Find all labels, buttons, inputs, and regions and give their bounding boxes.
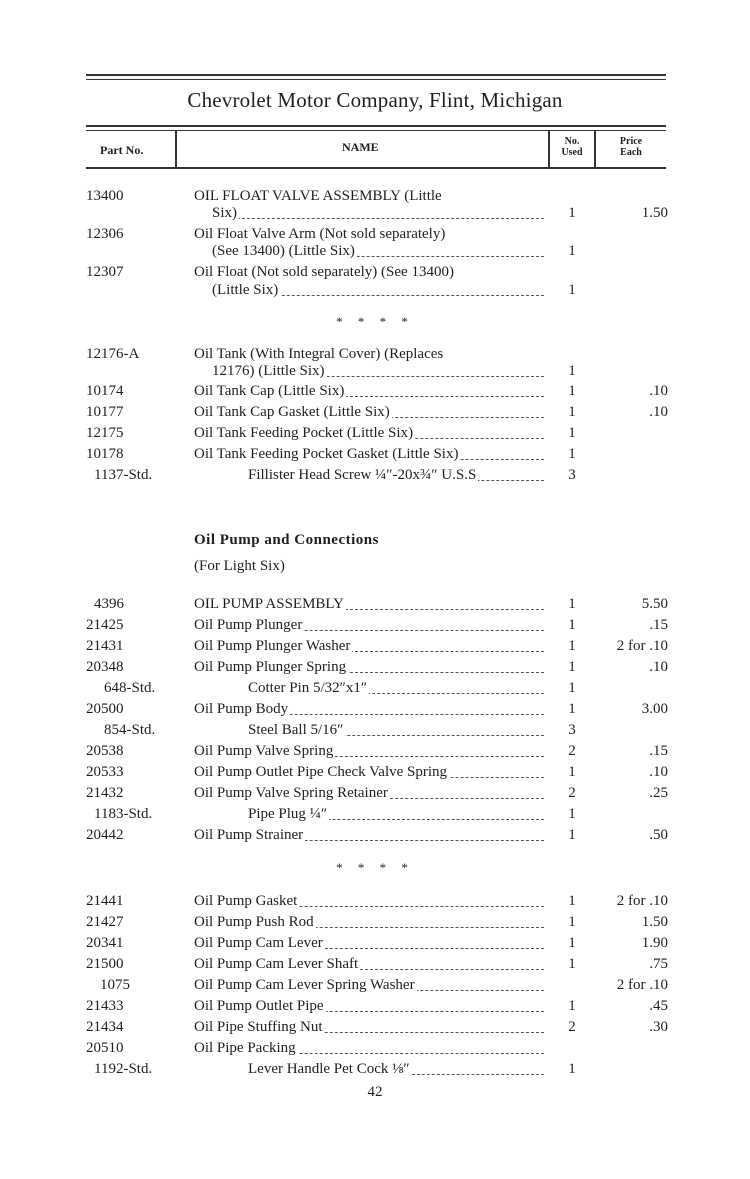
price-each: .15 xyxy=(649,617,668,633)
price-each: .10 xyxy=(649,404,668,420)
part-number: 10174 xyxy=(86,383,124,399)
part-number: 12176-A xyxy=(86,346,140,362)
qty-used: 1 xyxy=(568,998,576,1014)
part-name: Oil Pump Push Rod xyxy=(194,912,544,933)
price-each: 2 for .10 xyxy=(616,638,668,654)
table-row xyxy=(0,891,750,912)
part-name: OIL PUMP ASSEMBLY xyxy=(194,594,544,615)
part-name: Oil Pump Outlet Pipe Check Valve Spring xyxy=(194,762,544,783)
part-number: 10178 xyxy=(86,446,124,462)
header-bottom-rule xyxy=(86,167,666,169)
part-number: 20442 xyxy=(86,827,124,843)
table-row xyxy=(0,423,750,444)
part-name: Oil Pump Cam Lever Spring Washer xyxy=(194,975,544,996)
part-name: Oil Tank Cap Gasket (Little Six) xyxy=(194,402,544,423)
table-row xyxy=(0,280,750,301)
part-name: Cotter Pin 5/32″x1″ xyxy=(248,678,544,699)
part-number: 21441 xyxy=(86,893,124,909)
table-row xyxy=(0,444,750,465)
price-each: 3.00 xyxy=(641,701,668,717)
part-name: Oil Float (Not sold separately) (See 13400) xyxy=(194,264,454,280)
part-name: Oil Pump Plunger xyxy=(194,615,544,636)
table-row xyxy=(0,783,750,804)
qty-used: 1 xyxy=(568,425,576,441)
table-row xyxy=(0,804,750,825)
price-each: .75 xyxy=(649,956,668,972)
part-name: Fillister Head Screw ¼″-20x¾″ U.S.S xyxy=(248,465,544,486)
qty-used: 1 xyxy=(568,617,576,633)
qty-used: 1 xyxy=(568,404,576,420)
part-number: 21425 xyxy=(86,617,124,633)
part-number: 20341 xyxy=(86,935,124,951)
part-number: 1137-Std. xyxy=(94,467,153,483)
qty-used: 1 xyxy=(568,243,576,259)
part-name: Oil Pump Cam Lever Shaft xyxy=(194,954,544,975)
part-name: Steel Ball 5/16″ xyxy=(248,720,544,741)
qty-used: 1 xyxy=(568,827,576,843)
part-number: 1192-Std. xyxy=(94,1061,153,1077)
qty-used: 1 xyxy=(568,806,576,822)
qty-used: 1 xyxy=(568,893,576,909)
part-name: Pipe Plug ¼″ xyxy=(248,804,544,825)
part-name: Oil Pump Valve Spring Retainer xyxy=(194,783,544,804)
part-name: Oil Tank Feeding Pocket (Little Six) xyxy=(194,423,544,444)
table-row xyxy=(0,996,750,1017)
section-subheading: (For Light Six) xyxy=(194,558,285,574)
qty-used: 1 xyxy=(568,659,576,675)
part-name: Oil Pump Gasket xyxy=(194,891,544,912)
table-row xyxy=(0,912,750,933)
part-number: 21433 xyxy=(86,998,124,1014)
part-number: 12307 xyxy=(86,264,124,280)
part-name-cont: (See 13400) (Little Six) xyxy=(212,241,544,262)
part-number: 21500 xyxy=(86,956,124,972)
table-row xyxy=(0,381,750,402)
price-each: .30 xyxy=(649,1019,668,1035)
part-number: 4396 xyxy=(94,596,124,612)
separator-stars: * * * * xyxy=(336,314,414,329)
part-number: 854-Std. xyxy=(104,722,156,738)
part-name-cont: 12176) (Little Six) xyxy=(212,361,544,382)
price-each: .25 xyxy=(649,785,668,801)
table-row xyxy=(0,203,750,224)
part-number: 20510 xyxy=(86,1040,124,1056)
qty-used: 1 xyxy=(568,596,576,612)
page-number: 42 xyxy=(367,1084,383,1100)
table-row xyxy=(0,762,750,783)
table-row xyxy=(0,402,750,423)
qty-used: 1 xyxy=(568,680,576,696)
col-divider-1 xyxy=(175,131,177,167)
section-heading: Oil Pump and Connections xyxy=(194,532,379,548)
price-each: 1.50 xyxy=(641,205,668,221)
part-number: 10177 xyxy=(86,404,124,420)
price-each: .10 xyxy=(649,383,668,399)
part-name: Oil Pump Plunger Washer xyxy=(194,636,544,657)
col-header-name: NAME xyxy=(342,140,379,154)
table-row xyxy=(0,636,750,657)
part-number: 20538 xyxy=(86,743,124,759)
col-divider-3 xyxy=(594,131,596,167)
part-name: Oil Pipe Packing xyxy=(194,1038,544,1059)
part-name: Oil Tank Cap (Little Six) xyxy=(194,381,544,402)
price-each: .10 xyxy=(649,659,668,675)
qty-used: 2 xyxy=(568,1019,576,1035)
qty-used: 1 xyxy=(568,282,576,298)
price-each: 5.50 xyxy=(641,596,668,612)
part-name: Oil Pump Plunger Spring xyxy=(194,657,544,678)
part-name: Oil Pump Cam Lever xyxy=(194,933,544,954)
qty-used: 1 xyxy=(568,638,576,654)
col-header-used-1: No. xyxy=(564,136,580,147)
table-row xyxy=(0,615,750,636)
col-divider-2 xyxy=(548,131,550,167)
part-name: OIL FLOAT VALVE ASSEMBLY (Little xyxy=(194,188,442,204)
top-rule-thin xyxy=(86,79,666,80)
price-each: .50 xyxy=(649,827,668,843)
qty-used: 2 xyxy=(568,743,576,759)
qty-used: 1 xyxy=(568,914,576,930)
price-each: .10 xyxy=(649,764,668,780)
part-name: Oil Pump Strainer xyxy=(194,825,544,846)
table-row xyxy=(0,594,750,615)
part-number: 21434 xyxy=(86,1019,124,1035)
price-each: 2 for .10 xyxy=(616,893,668,909)
price-each: 1.50 xyxy=(641,914,668,930)
qty-used: 1 xyxy=(568,764,576,780)
qty-used: 1 xyxy=(568,383,576,399)
part-number: 21431 xyxy=(86,638,124,654)
qty-used: 2 xyxy=(568,785,576,801)
part-name: Oil Pump Body xyxy=(194,699,544,720)
part-number: 21427 xyxy=(86,914,124,930)
part-number: 12306 xyxy=(86,226,124,242)
qty-used: 1 xyxy=(568,446,576,462)
header-top-rule xyxy=(86,125,666,127)
table-row xyxy=(0,741,750,762)
part-name: Oil Pump Valve Spring xyxy=(194,741,544,762)
part-name: Oil Pipe Stuffing Nut xyxy=(194,1017,544,1038)
table-row xyxy=(0,699,750,720)
part-number: 12175 xyxy=(86,425,124,441)
part-name: Oil Float Valve Arm (Not sold separately) xyxy=(194,226,446,242)
table-row xyxy=(0,825,750,846)
qty-used: 1 xyxy=(568,1061,576,1077)
price-each: .45 xyxy=(649,998,668,1014)
price-each: .15 xyxy=(649,743,668,759)
part-number: 648-Std. xyxy=(104,680,156,696)
table-row xyxy=(0,465,750,486)
part-name: Oil Tank (With Integral Cover) (Replaces xyxy=(194,346,444,362)
col-header-used-2: Used xyxy=(561,147,583,158)
table-row xyxy=(0,678,750,699)
table-row xyxy=(0,1038,750,1059)
table-row xyxy=(0,657,750,678)
header-top-rule-thin xyxy=(86,130,666,131)
col-header-price-1: Price xyxy=(619,136,643,147)
part-name-cont: (Little Six) xyxy=(212,280,544,301)
table-row xyxy=(0,954,750,975)
part-number: 20348 xyxy=(86,659,124,675)
col-header-part: Part No. xyxy=(100,143,144,157)
qty-used: 1 xyxy=(568,701,576,717)
qty-used: 1 xyxy=(568,363,576,379)
table-row xyxy=(0,241,750,262)
col-header-price-2: Each xyxy=(620,147,642,158)
price-each: 2 for .10 xyxy=(616,977,668,993)
qty-used: 1 xyxy=(568,935,576,951)
part-name: Oil Tank Feeding Pocket Gasket (Little Six) xyxy=(194,444,544,465)
part-number: 21432 xyxy=(86,785,124,801)
qty-used: 3 xyxy=(568,722,576,738)
part-number: 13400 xyxy=(86,188,124,204)
part-number: 20533 xyxy=(86,764,124,780)
table-row xyxy=(0,933,750,954)
table-row xyxy=(0,720,750,741)
price-each: 1.90 xyxy=(641,935,668,951)
part-number: 1075 xyxy=(100,977,130,993)
separator-stars: * * * * xyxy=(336,860,414,875)
part-number: 1183-Std. xyxy=(94,806,153,822)
part-name: Oil Pump Outlet Pipe xyxy=(194,996,544,1017)
table-row xyxy=(0,1059,750,1080)
qty-used: 1 xyxy=(568,956,576,972)
qty-used: 3 xyxy=(568,467,576,483)
part-number: 20500 xyxy=(86,701,124,717)
table-row xyxy=(0,975,750,996)
part-name-cont: Six) xyxy=(212,203,544,224)
page-title: Chevrolet Motor Company, Flint, Michigan xyxy=(187,88,563,112)
table-row xyxy=(0,1017,750,1038)
qty-used: 1 xyxy=(568,205,576,221)
top-rule xyxy=(86,74,666,76)
table-row xyxy=(0,361,750,382)
part-name: Lever Handle Pet Cock ⅛″ xyxy=(248,1059,544,1080)
